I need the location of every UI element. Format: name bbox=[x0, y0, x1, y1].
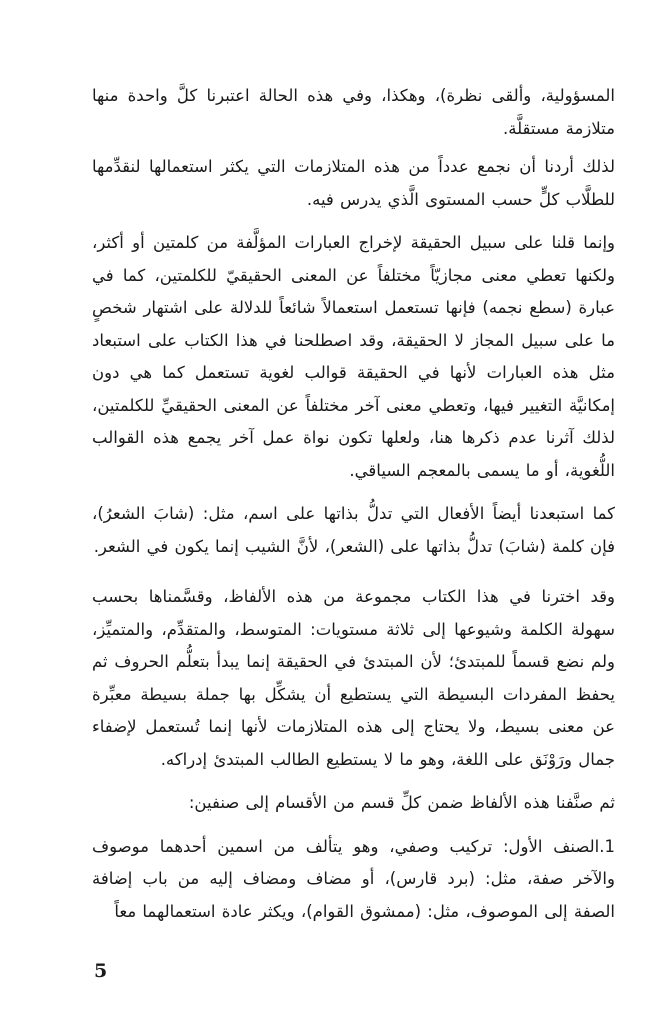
body-text bbox=[92, 80, 615, 928]
paragraph-7: 1.الصنف الأول: تركيب وصفي، وهو يتألف من اسمين أحدهما موصوف والآخر صفة، مثل: (برد قارس)، أو مضاف ومضاف إليه من باب إضافة الصفة إلى الموصوف، مثل: (ممشوق القوام)، ويكثر عادة استعمالهما معاً bbox=[92, 836, 615, 921]
paragraph-2: لذلك أردنا أن نجمع عدداً من هذه المتلازمات التي يكثر استعمالها لنقدِّمها للطلَّاب كلٍّ حسب المستوى الَّذي يدرس فيه. bbox=[92, 157, 615, 209]
paragraph-5: وقد اخترنا في هذا الكتاب مجموعة من هذه الألفاظ، وقسَّمناها بحسب سهولة الكلمة وشيوعها إلى ثلاثة مستويات: المتوسط، والمتقدِّم، والمتميِّز، ولم نضع قسماً للمبتدئ؛ لأن المبتدئ في الحقيقة إنما يبدأ بتعلُّم الحروف ثم يحفظ المفردات البسيطة التي يستطيع أن يشكِّل بها جملة بسيطة معبِّرة عن معنى بسيط، ولا يحتاج إلى هذه المتلازمات لأنها إنما تُستعمل لإضفاء جمال ورَوْنَق على اللغة، وهو ما لا يستطيع الطالب المبتدئ إدراكه. bbox=[92, 587, 615, 769]
paragraph-4: كما استبعدنا أيضاً الأفعال التي تدلُّ بذاتها على اسم، مثل: (شابَ الشعرُ)، فإن كلمة (شابَ) تدلُّ بذاتها على (الشعر)، لأنَّ الشيب إنما يكون في الشعر. bbox=[92, 504, 615, 556]
paragraph-3: وإنما قلنا على سبيل الحقيقة لإخراج العبارات المؤلَّفة من كلمتين أو أكثر، ولكنها تعطي معنى مجازيّاً مختلفاً عن المعنى الحقيقيّ للكلمتين، كما في عبارة (سطع نجمه) فإنها تستعمل استعمالاً شائعاً للدلالة على اشتهار شخصٍ ما على سبيل المجاز لا الحقيقة، وقد اصطلحنا في هذا الكتاب على استبعاد مثل هذه العبارات لأنها في الحقيقة قوالب لغوية تستعمل كما هي دون إمكانيَّة التغيير فيها، وتعطي معنى آخر مختلفاً عن المعنى الحقيقيِّ للكلمتين، لذلك آثرنا عدم ذكرها هنا، ولعلها تكون نواة عمل آخر يجمع هذه القوالب اللُّغوية، أو ما يسمى بالمعجم السياقي. bbox=[92, 233, 615, 480]
paragraph-6: ثم صنَّفنا هذه الألفاظ ضمن كلِّ قسم من الأقسام إلى صنفين: bbox=[188, 793, 615, 812]
page-number: 5 bbox=[94, 960, 108, 982]
paragraph-1: المسؤولية، وألقى نظرة)، وهكذا، وفي هذه الحالة اعتبرنا كلَّ واحدة منها متلازمة مستقلَّة. bbox=[92, 86, 615, 138]
